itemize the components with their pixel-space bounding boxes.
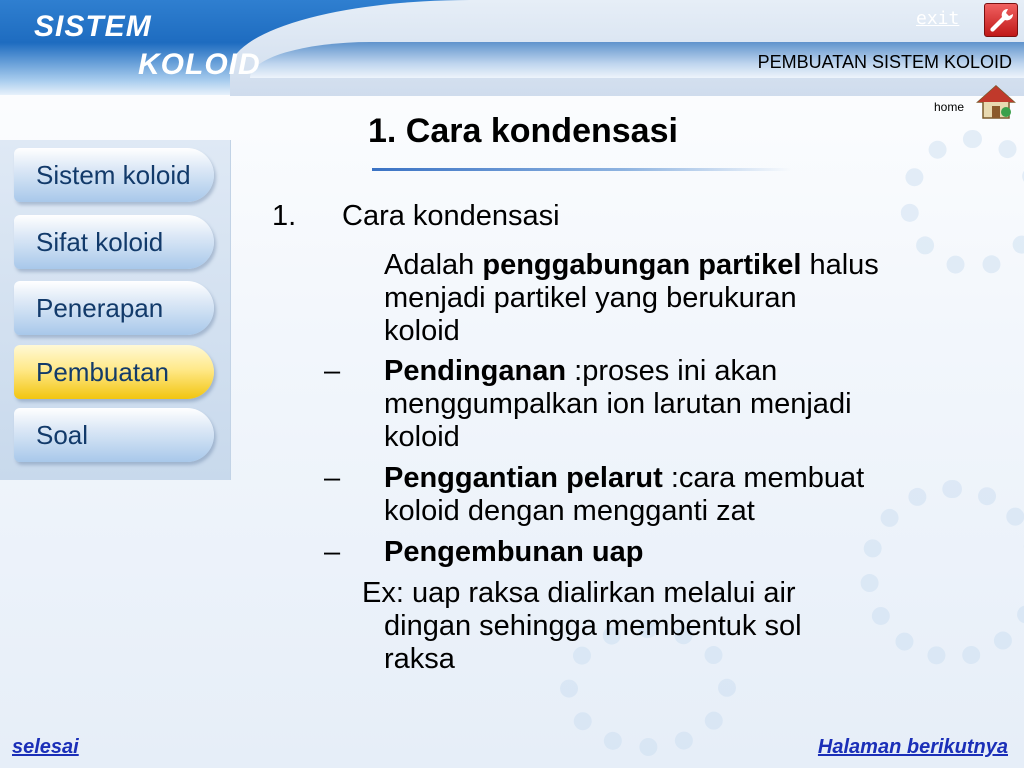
page-title: 1. Cara kondensasi xyxy=(368,112,678,150)
bullet-line: koloid dengan mengganti zat xyxy=(384,495,755,527)
bullet-pengembunan-uap xyxy=(384,536,643,569)
next-page-link[interactable]: Halaman berikutnya xyxy=(817,736,1008,758)
sidebar-item-label: Sifat koloid xyxy=(36,226,164,257)
bullet-text: :proses ini akan xyxy=(566,355,778,387)
bullet-penggantian-pelarut xyxy=(384,462,864,495)
bullet-pendinganan xyxy=(384,355,777,388)
item-title: Cara kondensasi xyxy=(342,200,560,232)
bullet-bold: Penggantian pelarut xyxy=(384,462,663,494)
example-line1: Ex: uap raksa dialirkan melalui air xyxy=(362,577,796,609)
sidebar-item-label: Pembuatan xyxy=(36,356,169,387)
app-title-line1: SISTEM xyxy=(34,10,152,43)
item-number: 1. xyxy=(272,200,297,232)
sidebar-item-label: Penerapan xyxy=(36,292,164,323)
definition-prefix: Adalah xyxy=(384,249,483,281)
home-link[interactable]: home xyxy=(934,100,965,114)
app-title-line2: KOLOID xyxy=(138,48,261,81)
example-line2: dingan sehingga membentuk sol xyxy=(384,610,802,642)
selesai-link[interactable]: selesai xyxy=(12,736,79,758)
sidebar-item-label: Sistem koloid xyxy=(36,159,191,190)
bullet-dash: – xyxy=(324,462,341,494)
definition-line3: koloid xyxy=(384,315,460,347)
bullet-dash: – xyxy=(324,355,341,387)
section-title: PEMBUATAN SISTEM KOLOID xyxy=(757,52,1012,72)
exit-link[interactable]: exit xyxy=(916,8,960,29)
definition-suffix: halus xyxy=(801,249,879,281)
definition-bold: penggabungan partikel xyxy=(482,249,802,281)
bullet-dash: – xyxy=(324,536,341,568)
bullet-line: menggumpalkan ion larutan menjadi xyxy=(384,388,852,420)
sidebar-item-label: Soal xyxy=(36,419,89,450)
bullet-bold: Pengembunan uap xyxy=(384,536,644,568)
definition-line2: menjadi partikel yang berukuran xyxy=(384,282,797,314)
bullet-bold: Pendinganan xyxy=(384,355,567,387)
example-line3: raksa xyxy=(384,643,455,675)
bullet-text: :cara membuat xyxy=(662,462,865,494)
definition-line1 xyxy=(384,249,879,282)
bullet-line: koloid xyxy=(384,421,460,453)
